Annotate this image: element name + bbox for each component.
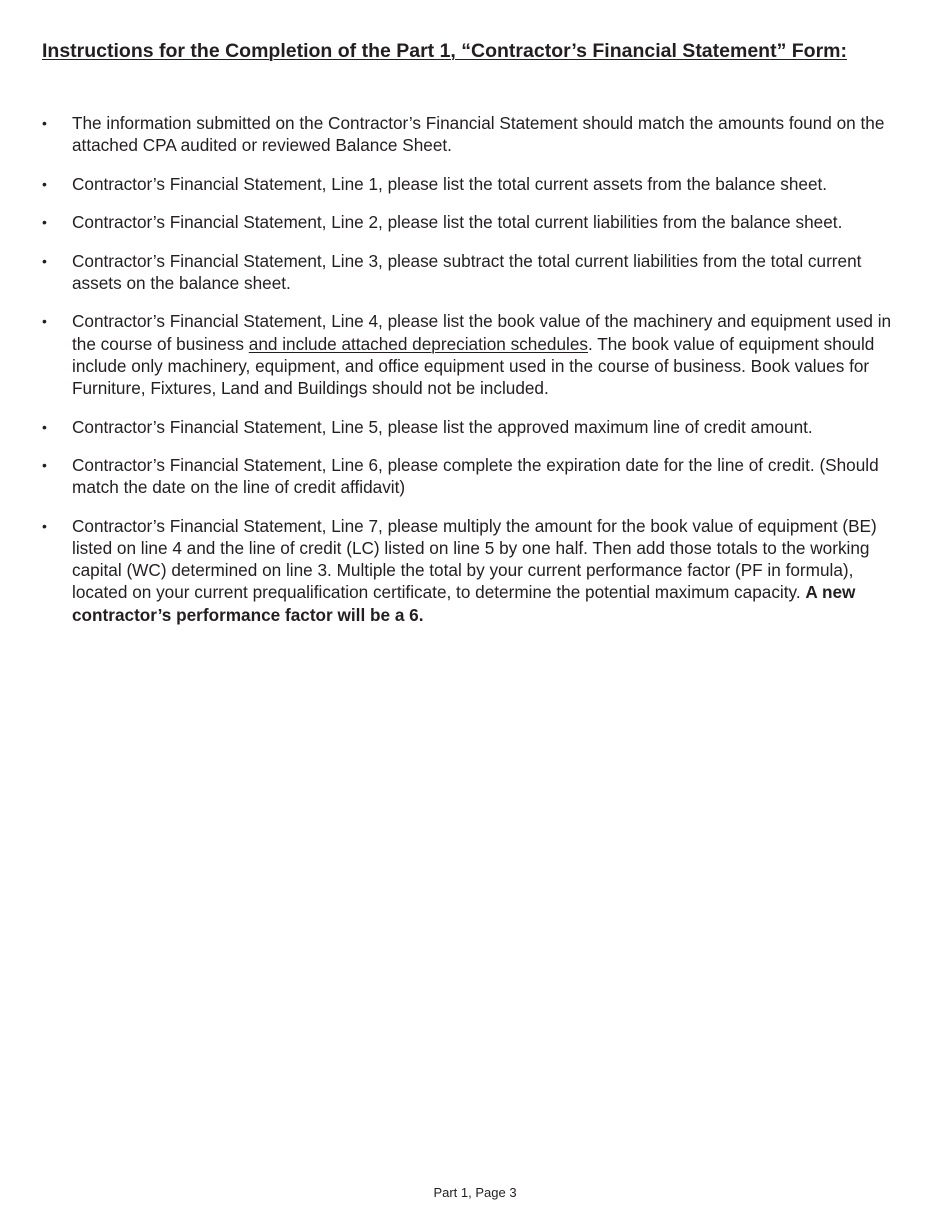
list-item — [42, 173, 910, 195]
item-text-part: . The book value of equipment should include only machinery, equipment, and office equipment used in the course of business. Book values for Furniture, Fixtures, Land and Buildings should not be included. — [72, 333, 875, 399]
list-item — [42, 250, 910, 294]
item-text: Contractor’s Financial Statement, Line 5, please list the approved maximum line of credit amount. — [72, 416, 813, 437]
underlined-text: and include attached depreciation schedules — [248, 333, 588, 354]
instruction-list — [42, 112, 910, 642]
bullet-icon: • — [42, 252, 47, 269]
item-text — [72, 311, 891, 398]
item-text-part: Contractor’s Financial Statement, Line 4, please list the book value of the machinery and equipment used in the course of business — [72, 311, 892, 354]
list-item — [42, 416, 910, 438]
bullet-icon: • — [42, 115, 47, 131]
item-text-part: Contractor’s Financial Statement, Line 7, please multiply the amount for the book value of equipment (BE) listed on line 4 and the line of credit (LC) listed on line 5 by one half. Then add those totals to the working capital (WC) determined on line 3. Multiple the total by your current performance factor (PF in formula), located on your current prequalification certificate, to determine the potential maximum capacity. — [72, 515, 877, 603]
bullet-icon: • — [42, 457, 47, 474]
list-item — [42, 454, 910, 498]
bullet-icon: • — [42, 175, 47, 192]
bullet-icon: • — [42, 313, 47, 330]
item-text: Contractor’s Financial Statement, Line 1, please list the total current assets from the balance sheet. — [72, 173, 828, 194]
list-item — [42, 112, 910, 156]
list-item — [42, 310, 910, 399]
bullet-icon: • — [42, 517, 47, 534]
item-text: Contractor’s Financial Statement, Line 6, please complete the expiration date for the line of credit. (Should match the date on the line of credit affidavit) — [72, 455, 879, 498]
item-text: Contractor’s Financial Statement, Line 2, please list the total current liabilities from the balance sheet. — [72, 212, 843, 233]
item-text — [72, 516, 877, 625]
bold-note: A new contractor’s performance factor will be a 6. — [72, 582, 856, 625]
bullet-icon: • — [42, 418, 47, 435]
page-footer: Part 1, Page 3 — [433, 1185, 517, 1200]
item-text: Contractor’s Financial Statement, Line 3, please subtract the total current liabilities from the total current assets on the balance sheet. — [72, 250, 862, 293]
bullet-icon: • — [42, 214, 47, 231]
list-item — [42, 211, 910, 233]
item-text: The information submitted on the Contractor’s Financial Statement should match the amounts found on the attached CPA audited or reviewed Balance Sheet. — [72, 113, 885, 156]
page-title: Instructions for the Completion of the Part 1, “Contractor’s Financial Statement” Form: — [42, 40, 847, 62]
list-item — [42, 515, 910, 626]
